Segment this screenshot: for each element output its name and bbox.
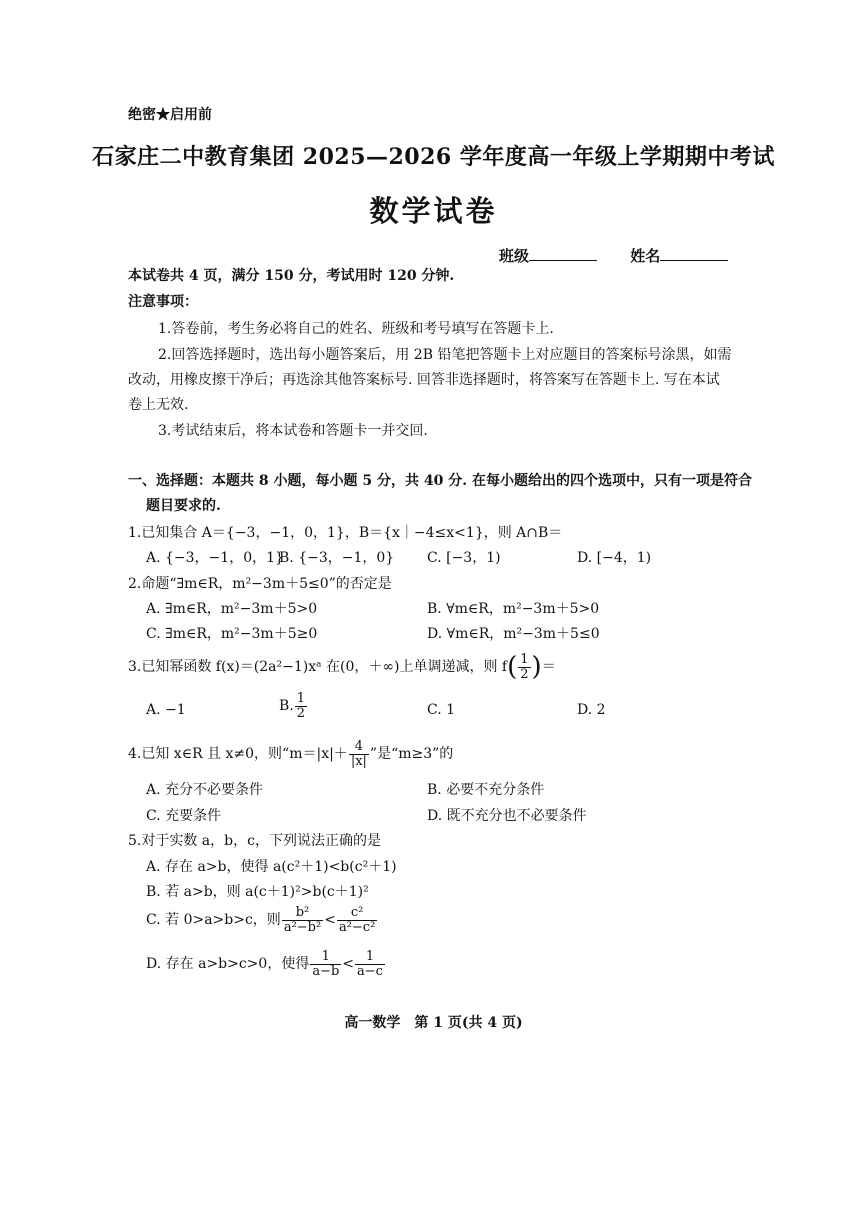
- class-label: 班级: [499, 247, 530, 265]
- q5-option-d: [146, 950, 386, 978]
- notes-title: 注意事项：: [128, 294, 198, 310]
- exam-title: 石家庄二中教育集团 2025—2026 学年度高一年级上学期期中考试: [92, 144, 775, 170]
- q4-stem: [128, 740, 453, 768]
- q1-option-c: C. [−3，1): [427, 550, 501, 566]
- q2-stem: 2.命题“∃m∈R，m²−3m＋5≤0”的否定是: [128, 576, 392, 592]
- q2-option-b: B. ∀m∈R，m²−3m＋5>0: [427, 601, 600, 617]
- q5-option-c: [146, 906, 378, 934]
- q5-option-c-fraction-2: [337, 906, 377, 934]
- q3-option-b-fraction: [295, 692, 307, 720]
- q3-option-a: A. −1: [146, 702, 186, 718]
- q5-option-d-lt: <: [342, 956, 355, 973]
- q4-fraction-num: 4: [349, 740, 369, 755]
- student-fields: [499, 244, 728, 266]
- class-blank[interactable]: [529, 244, 597, 261]
- q3-option-b: [279, 692, 308, 720]
- exam-subtitle: 数学试卷: [369, 194, 498, 228]
- section-heading-line-2: 题目要求的.: [146, 498, 221, 514]
- q4-option-c: C. 充要条件: [146, 808, 222, 824]
- q5-d-f1-den: a−b: [312, 963, 340, 979]
- note-3: 3.考试结束后，将本试卷和答题卡一并交回.: [158, 423, 428, 439]
- q5-stem: 5.对于实数 a，b，c，下列说法正确的是: [128, 833, 381, 849]
- q3-left-paren: (: [507, 652, 518, 682]
- page-footer: 高一数学 第 1 页(共 4 页): [344, 1015, 523, 1031]
- q3-option-b-num: 1: [296, 691, 306, 706]
- q3-arg-num: 1: [520, 651, 529, 667]
- q5-c-f1-den: a²−b²: [283, 919, 322, 935]
- q4-option-b: B. 必要不充分条件: [427, 782, 545, 798]
- q5-option-c-lt: <: [324, 912, 336, 929]
- q3-right-paren: ): [531, 652, 542, 682]
- q3-option-b-label: B.: [279, 698, 294, 715]
- q1-stem: 1.已知集合 A＝{−3，−1，0，1}，B＝{x｜−4≤x<1}，则 A∩B＝: [128, 525, 563, 541]
- q3-option-b-den: 2: [296, 705, 306, 721]
- q5-c-f1-num: b²: [282, 906, 323, 921]
- q4-stem-part-1: 4.已知 x∈R 且 x≠0，则“m＝|x|＋: [128, 746, 348, 763]
- note-2-line-3: 卷上无效.: [128, 397, 189, 413]
- q4-option-d: D. 既不充分也不必要条件: [427, 808, 587, 824]
- q5-option-a: A. 存在 a>b，使得 a(c²＋1)<b(c²＋1): [146, 859, 397, 875]
- confidential-mark: 绝密★启用前: [128, 107, 212, 123]
- q3-equals: ＝: [541, 659, 556, 675]
- q5-c-f2-num: c²: [337, 906, 377, 921]
- q3-stem: [128, 652, 556, 682]
- q1-option-b: B. {−3，−1，0}: [279, 550, 395, 566]
- q5-d-f1-num: 1: [310, 950, 341, 965]
- q5-option-d-fraction-1: [310, 950, 341, 978]
- q4-option-a: A. 充分不必要条件: [146, 782, 264, 798]
- q3-option-c: C. 1: [427, 702, 456, 718]
- q5-option-b: B. 若 a>b，则 a(c＋1)²>b(c＋1)²: [146, 884, 369, 900]
- q5-option-d-text: D. 存在 a>b>c>0，使得: [146, 956, 310, 973]
- q5-option-c-text: C. 若 0>a>b>c，则: [146, 912, 281, 929]
- q5-d-f2-den: a−c: [357, 963, 383, 979]
- q3-stem-text: 3.已知幂函数 f(x)＝(2a²−1)xᵃ 在(0，＋∞)上单调递减，则 f: [128, 659, 508, 675]
- q2-option-a: A. ∃m∈R，m²−3m＋5>0: [146, 601, 318, 617]
- note-2-line-1: 2.回答选择题时，选出每小题答案后，用 2B 铅笔把答题卡上对应题目的答案标号涂黑，如需: [158, 347, 732, 363]
- note-1: 1.答卷前，考生务必将自己的姓名、班级和考号填写在答题卡上.: [158, 321, 554, 337]
- note-2-line-2: 改动，用橡皮擦干净后；再选涂其他答案标号. 回答非选择题时，将答案写在答题卡上. 写在本试: [128, 372, 720, 388]
- section-heading-line-1: 一、选择题：本题共 8 小题，每小题 5 分，共 40 分. 在每小题给出的四个选项中，只有一项是符合: [128, 473, 752, 489]
- q1-option-a: A. {−3，−1，0，1}: [146, 550, 284, 566]
- q4-fraction-den: |x|: [350, 753, 367, 769]
- q2-option-c: C. ∃m∈R，m²−3m＋5≥0: [146, 626, 318, 642]
- exam-info: 本试卷共 4 页，满分 150 分，考试用时 120 分钟.: [128, 268, 455, 284]
- q4-fraction: [349, 740, 369, 768]
- q5-option-d-fraction-2: [355, 950, 385, 978]
- q3-option-d: D. 2: [577, 702, 606, 718]
- q5-option-c-fraction-1: [282, 906, 323, 934]
- name-label: 姓名: [630, 247, 661, 265]
- q4-stem-part-2: ”是“m≥3”的: [369, 746, 454, 763]
- q3-arg-fraction: [518, 653, 530, 681]
- q5-d-f2-num: 1: [355, 950, 385, 965]
- q1-option-d: D. [−4，1): [577, 550, 652, 566]
- name-blank[interactable]: [660, 244, 728, 261]
- q3-arg-den: 2: [520, 666, 529, 682]
- q5-c-f2-den: a²−c²: [338, 919, 376, 935]
- q2-option-d: D. ∀m∈R，m²−3m＋5≤0: [427, 626, 600, 642]
